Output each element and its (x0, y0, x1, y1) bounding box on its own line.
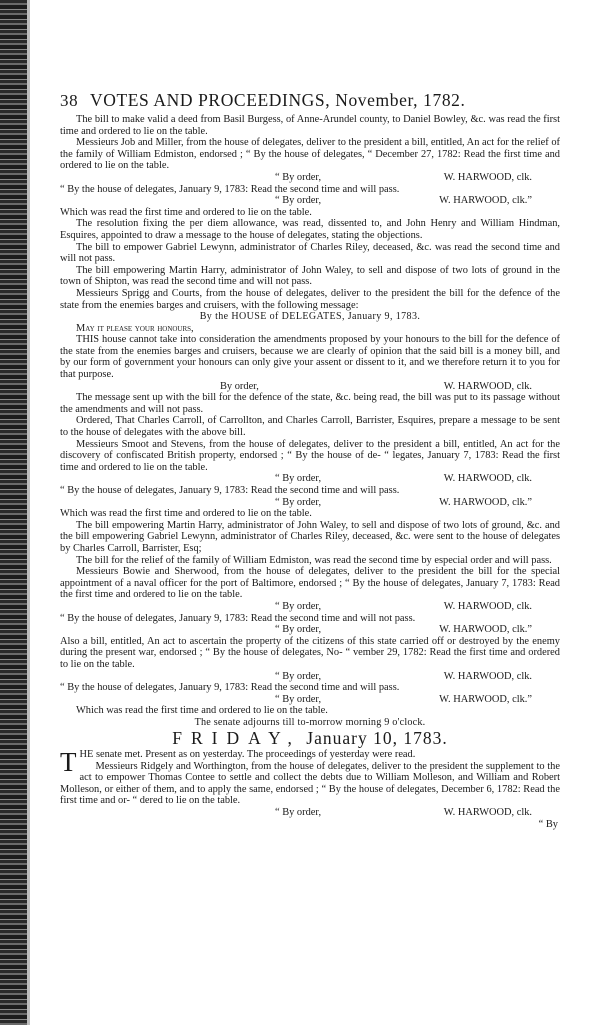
endorsement-line: “ By the house of delegates, January 9, 1783: Read the second time and will not pass. (60, 612, 416, 624)
day-date: January 10, 1783. (306, 728, 448, 749)
paragraph: Ordered, That Charles Carroll, of Carrollton, and Charles Carroll, Barrister, Esquires, prepare a message to be sent to the house of delegates with the above bill. (60, 415, 560, 439)
clerk-signature: W. HARWOOD, clk. (443, 807, 532, 819)
document-body (60, 114, 560, 830)
clerk-signature: W. HARWOOD, clk.” (439, 624, 532, 636)
paragraph (60, 747, 560, 778)
by-order-label: “ By order, (275, 670, 322, 682)
by-order-label: “ By order, (275, 496, 322, 508)
endorsement-line: “ By the house of delegates, January 9, 1783: Read the second time and will pass. (60, 485, 400, 496)
by-order-label: By order, (220, 380, 259, 392)
by-order-label: “ By order, (275, 600, 322, 612)
paragraph: The resolution fixing the per diem allowance, was read, dissented to, and John Henry and William Hindman, Esquires, appointed to draw a message to the house of delegates, stating the objections. (60, 218, 560, 241)
catchword: “ By (538, 818, 558, 830)
paragraph: Which was read the first time and ordered to lie on the table. (60, 508, 312, 520)
running-head (60, 90, 560, 116)
paragraph-text: HE senate met. Present as on yesterday. The proceedings of yesterday were read. (79, 749, 416, 761)
signature-line (60, 172, 560, 184)
clerk-signature: W. HARWOOD, clk.” (439, 195, 532, 207)
by-order-label: “ By order, (275, 807, 322, 819)
paragraph: The bill for the relief of the family of William Edmiston, was read the second time by especial order and will pass. (76, 554, 552, 566)
paragraph: Which was read the first time and ordered to lie on the table. (76, 705, 328, 717)
adjournment-line: The senate adjourns till to-morrow morning 9 o'clock. (194, 716, 426, 728)
document-page (60, 90, 560, 830)
by-order-label: “ By order, (275, 171, 322, 183)
signature-line (60, 195, 560, 207)
paragraph: Messieurs Ridgely and Worthington, from the house of delegates, deliver to the president the supplement to the act to empower Thomas Contee to settle and collect the debts due to William Molleson, and William and Robert Molleson, or either of them, and to apply the same, endorsed ; “ By the house of delegates, December 6, 1782: Read the first time and or- “ dered to lie on the table. (60, 760, 560, 807)
signature-line (60, 381, 560, 393)
signature-line (60, 601, 560, 613)
drop-cap: T (60, 747, 77, 778)
signature-line (60, 473, 560, 485)
clerk-signature: W. HARWOOD, clk. (443, 600, 532, 612)
paragraph: The bill empowering Martin Harry, administrator of John Waley, to sell and dispose of two lots of ground in the town of Shipton, was read the second time and will not pass. (60, 264, 560, 288)
by-order-label: “ By order, (275, 473, 322, 485)
scan-binding-edge (0, 0, 27, 1025)
clerk-signature: W. HARWOOD, clk. (443, 670, 532, 682)
signature-line (60, 671, 560, 683)
paragraph: Which was read the first time and ordered to lie on the table. (60, 206, 312, 218)
paragraph: The message sent up with the bill for the defence of the state, &c. being read, the bill was put to its passage without the amendments and will not pass. (60, 392, 560, 415)
page-title: VOTES AND PROCEEDINGS, November, 1782. (90, 90, 466, 110)
by-order-label: “ By order, (275, 624, 322, 636)
clerk-signature: W. HARWOOD, clk.” (439, 496, 532, 508)
paragraph: Also a bill, entitled, An act to ascertain the property of the citizens of this state carried off or destroyed by the enemy during the present war, endorsed ; “ By the house of delegates, No- “ vember 29, 1782: Read the first time and ordered to lie on the table. (60, 635, 560, 670)
endorsement-line: “ By the house of delegates, January 9, 1783: Read the second time and will pass. (60, 682, 400, 694)
paragraph: The bill to empower Gabriel Lewynn, administrator of Charles Riley, deceased, &c. was read the second time and will not pass. (60, 241, 560, 265)
clerk-signature: W. HARWOOD, clk. (443, 380, 532, 392)
paragraph: The bill to make valid a deed from Basil Burgess, of Anne-Arundel county, to Daniel Bowley, &c. was read the first time and ordered to lie on the table. (60, 114, 560, 137)
paragraph: Messieurs Sprigg and Courts, from the house of delegates, deliver to the president the bill for the defence of the state from the enemies barges and cruisers, with the following message: (60, 287, 560, 311)
signature-line (60, 694, 560, 706)
clerk-signature: W. HARWOOD, clk. (443, 171, 532, 183)
day-name: FRIDAY, (172, 728, 301, 749)
paragraph: The bill empowering Martin Harry, administrator of John Waley, to sell and dispose of two lots of ground, &c. and the bill empowering Gabriel Lewynn, administrator of Charles Riley, deceased, &c. were sent to the house of delegates by Charles Carroll, Barrister, Esq; (60, 519, 560, 554)
message-text: THIS house cannot take into consideration the amendments proposed by your honours to the bill for the defence of the state from the enemies barges and cruisers, because we are clearly of opinion that the said bill is a money bill, and by our form of government your honours can only give your assent or dissent to it, and we therefore return it to you for that purpose. (60, 334, 560, 381)
paragraph: Messieurs Bowie and Sherwood, from the house of delegates, deliver to the president the bill for the special appointment of a naval officer for the port of Baltimore, endorsed ; “ By the house of delegates, January 7, 1783: Read the first time and ordered to lie on the table. (60, 566, 560, 601)
signature-line (60, 807, 560, 819)
clerk-signature: W. HARWOOD, clk.” (439, 693, 532, 705)
signature-line (60, 624, 560, 636)
by-order-label: “ By order, (275, 693, 322, 705)
paragraph: Messieurs Job and Miller, from the house of delegates, deliver to the president a bill, entitled, An act for the relief of the family of William Edmiston, endorsed ; “ By the house of delegates, “ December 27, 1782: Read the first time and ordered to lie on the table. (60, 137, 560, 172)
clerk-signature: W. HARWOOD, clk. (443, 473, 532, 485)
page-number: 38 (60, 91, 79, 110)
message-heading: By the HOUSE of DELEGATES, January 9, 1783. (199, 311, 421, 323)
paragraph: Messieurs Smoot and Stevens, from the house of delegates, deliver to the president a bill, entitled, An act for the discovery of confiscated British property, endorsed ; “ By the house of de- “ legates, January 7, 1783: Read the first time and ordered to lie on the table. (60, 438, 560, 473)
by-order-label: “ By order, (275, 195, 322, 207)
day-heading (60, 728, 560, 749)
message-salutation: May it please your honours, (76, 322, 194, 334)
endorsement-line: “ By the house of delegates, January 9, 1783: Read the second time and will pass. (60, 183, 400, 195)
signature-line (60, 497, 560, 509)
